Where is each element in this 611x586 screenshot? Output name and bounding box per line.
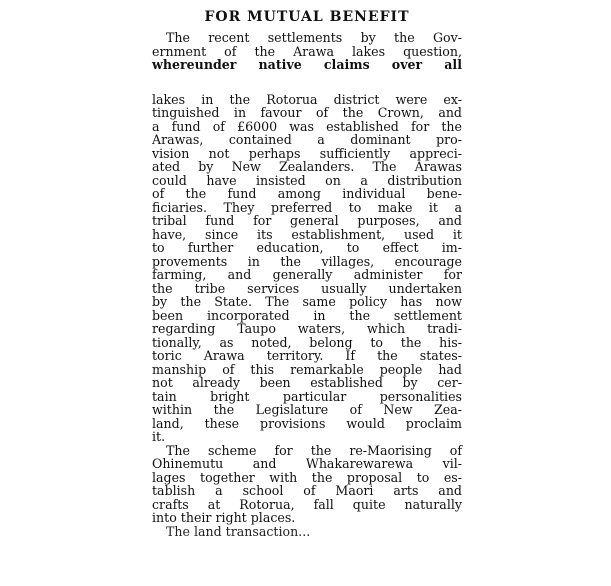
text-line: Arawas, contained a dominant pro-	[152, 132, 462, 147]
text-line: into their right places.	[152, 510, 296, 525]
text-line: vision not perhaps sufficiently appreci-	[152, 145, 462, 161]
text-line: lakes in the Rotorua district were ex-	[152, 91, 462, 107]
text-line: within the Legislature of New Zea-	[152, 402, 462, 417]
text-line: tinguished in favour of the Crown, and	[152, 105, 462, 120]
text-line: lages together with the proposal to es-	[152, 469, 462, 485]
text-line: tribal fund for general purposes, and	[152, 213, 462, 228]
text-line: a fund of £6000 was established for the	[152, 118, 462, 134]
text-line: could have insisted on a distribution	[152, 172, 462, 188]
text-line: have, since its establishment, used it	[152, 226, 462, 242]
cutoff-text-line: The land transaction...	[166, 523, 311, 539]
paragraph-2	[152, 444, 462, 525]
text-line: crafts at Rotorua, fall quite naturally	[152, 496, 462, 512]
text-line: regarding Taupo waters, which tradi-	[152, 321, 462, 336]
text-line: ficiaries. They preferred to make it a	[152, 199, 462, 215]
text-line: farming, and generally administer for	[152, 267, 462, 282]
paragraph-1-top	[152, 31, 462, 72]
column-gap	[152, 72, 462, 93]
text-line: tionally, as noted, belong to the his-	[152, 334, 462, 350]
text-line: provements in the villages, encourage	[152, 253, 462, 269]
text-line: manship of this remarkable people had	[152, 361, 462, 377]
text-line: not already been established by cer-	[152, 375, 462, 390]
text-line: land, these provisions would proclaim	[152, 415, 462, 431]
text-line: ernment of the Arawa lakes question,	[152, 43, 462, 59]
newspaper-clipping	[152, 8, 462, 539]
text-line: whereunder native claims over all	[152, 57, 462, 72]
text-line: tain bright particular personalities	[152, 388, 462, 404]
text-line: of the fund among individual bene-	[152, 186, 462, 201]
text-line: to further education, to effect im-	[152, 240, 462, 255]
text-line: toric Arawa territory. If the states-	[152, 348, 462, 363]
text-line: the tribe services usually undertaken	[152, 280, 462, 296]
text-line: The recent settlements by the Gov-	[166, 30, 462, 45]
paragraph-1-body	[152, 93, 462, 444]
text-line: Ohinemutu and Whakarewarewa vil-	[152, 456, 462, 471]
text-line: The scheme for the re-Maorising of	[166, 442, 462, 458]
text-line: been incorporated in the settlement	[152, 307, 462, 323]
text-line: by the State. The same policy has now	[152, 294, 462, 309]
headline: FOR MUTUAL BENEFIT	[204, 9, 410, 25]
text-line: tablish a school of Maori arts and	[152, 483, 462, 498]
text-line: ated by New Zealanders. The Arawas	[152, 159, 462, 174]
text-line: it.	[152, 429, 166, 444]
